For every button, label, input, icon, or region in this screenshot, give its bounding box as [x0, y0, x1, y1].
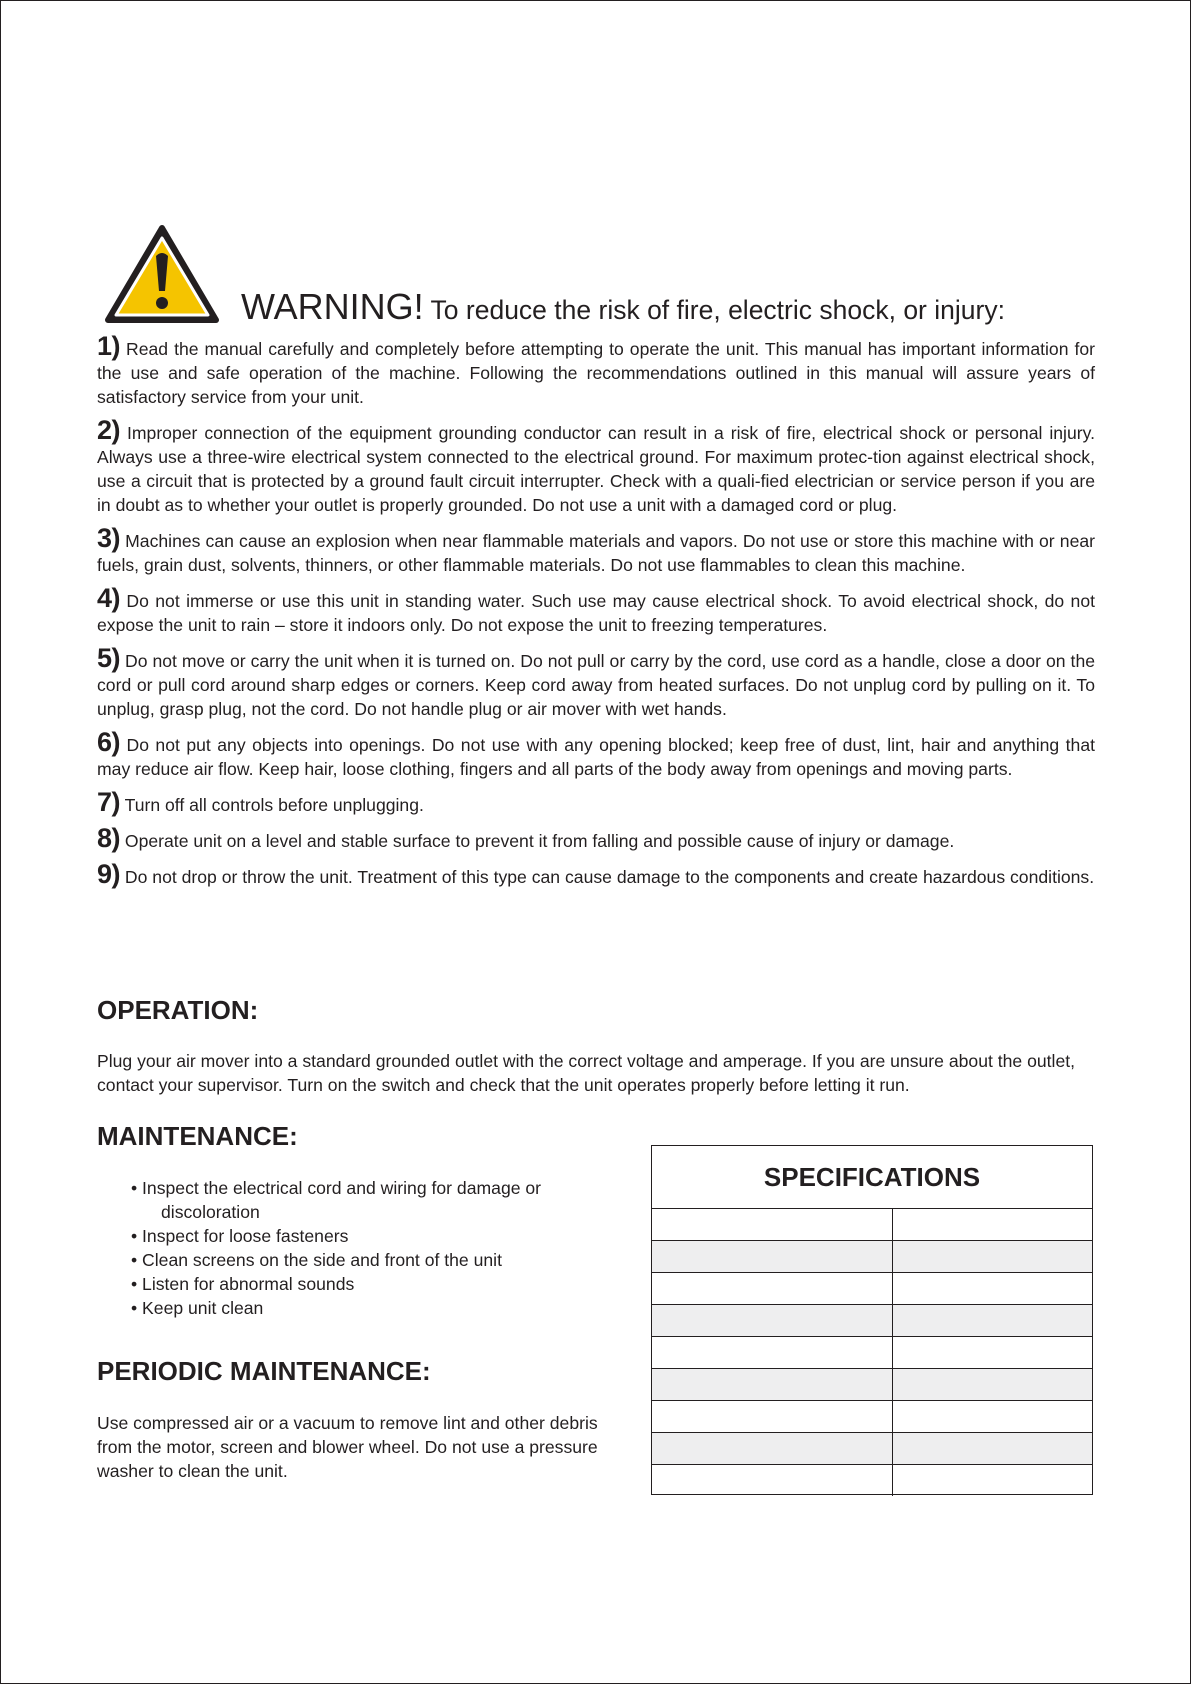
rule-text: Do not move or carry the unit when it is turned on. Do not pull or carry by the cord, use cord as a handle, close a door on the cord or pull cord around sharp edges or corners. Keep cord away from heated surfaces. Do not unplug cord by pulling on it. To unplug, grasp plug, not the cord. Do not handle plug or air mover with wet hands.	[97, 651, 1096, 719]
table-row	[652, 1369, 1092, 1401]
spec-label	[652, 1465, 893, 1496]
warning-text: To reduce the risk of fire, electric shock, or injury:	[430, 295, 1005, 325]
specifications-table	[651, 1145, 1093, 1495]
rule-number: 5)	[97, 643, 121, 673]
list-item	[131, 1248, 611, 1272]
safety-rule	[97, 823, 1095, 853]
safety-rule	[97, 859, 1095, 889]
list-item	[131, 1296, 611, 1320]
list-item-text: • Listen for abnormal sounds	[131, 1274, 355, 1294]
safety-rule	[97, 787, 1095, 817]
safety-rule	[97, 331, 1095, 409]
spec-label	[652, 1337, 893, 1368]
rule-number: 2)	[97, 415, 121, 445]
safety-rules	[97, 331, 1096, 898]
safety-rule	[97, 583, 1095, 637]
list-item-text: • Inspect for loose fasteners	[131, 1226, 349, 1246]
list-item-text: discoloration	[161, 1202, 260, 1222]
rule-text: Turn off all controls before unplugging.	[124, 795, 424, 815]
spec-label	[652, 1433, 893, 1464]
spec-value	[893, 1273, 1092, 1304]
rule-text: Machines can cause an explosion when near flammable materials and vapors. Do not use or store this machine with or near fuels, grain dust, solvents, thinners, or other flammable materials. Do not use flammables to clean this machine.	[97, 531, 1095, 575]
table-row	[652, 1241, 1092, 1273]
operation-heading: OPERATION:	[97, 995, 259, 1025]
rule-text: Do not drop or throw the unit. Treatment of this type can cause damage to the components and create hazardous conditions.	[124, 867, 1095, 887]
rule-text: Improper connection of the equipment grounding conductor can result in a risk of fire, electrical shock or personal injury. Always use a three-wire electrical system connected to the electrical ground. For maximum protec-tion against electrical shock, use a circuit that is protected by a ground fault circuit interrupter. Check with a quali-fied electrician or service person if you are in doubt as to whether your outlet is properly grounded. Do not use a unit with a damaged cord or plug.	[97, 423, 1095, 515]
safety-rule	[97, 523, 1095, 577]
rule-number: 7)	[97, 787, 121, 817]
spec-value	[893, 1433, 1092, 1464]
list-item	[131, 1224, 611, 1248]
list-item	[131, 1272, 611, 1296]
periodic-maintenance-text: Use compressed air or a vacuum to remove lint and other debris from the motor, screen and blower wheel. Do not use a pressure washer to clean the unit.	[97, 1413, 598, 1481]
warning-word: WARNING!	[241, 286, 424, 327]
warning-triangle-icon	[104, 224, 220, 325]
spec-label	[652, 1209, 893, 1240]
table-row	[652, 1465, 1092, 1496]
rule-number: 6)	[97, 727, 121, 757]
safety-rule	[97, 415, 1095, 517]
maintenance-heading: MAINTENANCE:	[97, 1121, 298, 1151]
table-row	[652, 1209, 1092, 1241]
rule-number: 1)	[97, 331, 121, 361]
rule-text: Do not immerse or use this unit in standing water. Such use may cause electrical shock. To avoid electrical shock, do not expose the unit to rain – store it indoors only. Do not expose the unit to freezing temperatures.	[97, 591, 1095, 635]
spec-label	[652, 1241, 893, 1272]
rule-text: Do not put any objects into openings. Do not use with any opening blocked; keep free of dust, lint, hair and anything that may reduce air flow. Keep hair, loose clothing, fingers and all parts of the body away from openings and moving parts.	[97, 735, 1096, 779]
list-item-text: • Clean screens on the side and front of the unit	[131, 1250, 502, 1270]
list-item-text: • Keep unit clean	[131, 1298, 264, 1318]
rule-number: 3)	[97, 523, 121, 553]
table-row	[652, 1433, 1092, 1465]
warning-title	[241, 287, 1005, 330]
periodic-maintenance-heading: PERIODIC MAINTENANCE:	[97, 1356, 431, 1386]
spec-value	[893, 1241, 1092, 1272]
spec-value	[893, 1369, 1092, 1400]
table-row	[652, 1401, 1092, 1433]
maintenance-list	[131, 1176, 611, 1320]
rule-text: Read the manual carefully and completely before attempting to operate the unit. This manual has important information for the use and safe operation of the machine. Following the recommendations outlined in this manual will assure years of satisfactory service from your unit.	[97, 339, 1095, 407]
list-item	[131, 1176, 611, 1224]
spec-value	[893, 1465, 1092, 1496]
spec-label	[652, 1369, 893, 1400]
safety-rule	[97, 727, 1096, 781]
specifications-title: SPECIFICATIONS	[652, 1146, 1092, 1209]
table-row	[652, 1337, 1092, 1369]
spec-label	[652, 1273, 893, 1304]
rule-number: 9)	[97, 859, 121, 889]
table-row	[652, 1273, 1092, 1305]
spec-label	[652, 1401, 893, 1432]
spec-value	[893, 1401, 1092, 1432]
rule-number: 4)	[97, 583, 121, 613]
operation-text: Plug your air mover into a standard grounded outlet with the correct voltage and amperage. If you are unsure about the outlet, contact your supervisor. Turn on the switch and check that the unit operates properly before letting it run.	[97, 1051, 1076, 1095]
safety-rule	[97, 643, 1096, 721]
spec-value	[893, 1305, 1092, 1336]
spec-value	[893, 1337, 1092, 1368]
rule-number: 8)	[97, 823, 121, 853]
table-row	[652, 1305, 1092, 1337]
spec-value	[893, 1209, 1092, 1240]
rule-text: Operate unit on a level and stable surface to prevent it from falling and possible cause of injury or damage.	[124, 831, 955, 851]
spec-label	[652, 1305, 893, 1336]
list-item-text: • Inspect the electrical cord and wiring for damage or	[131, 1178, 542, 1198]
